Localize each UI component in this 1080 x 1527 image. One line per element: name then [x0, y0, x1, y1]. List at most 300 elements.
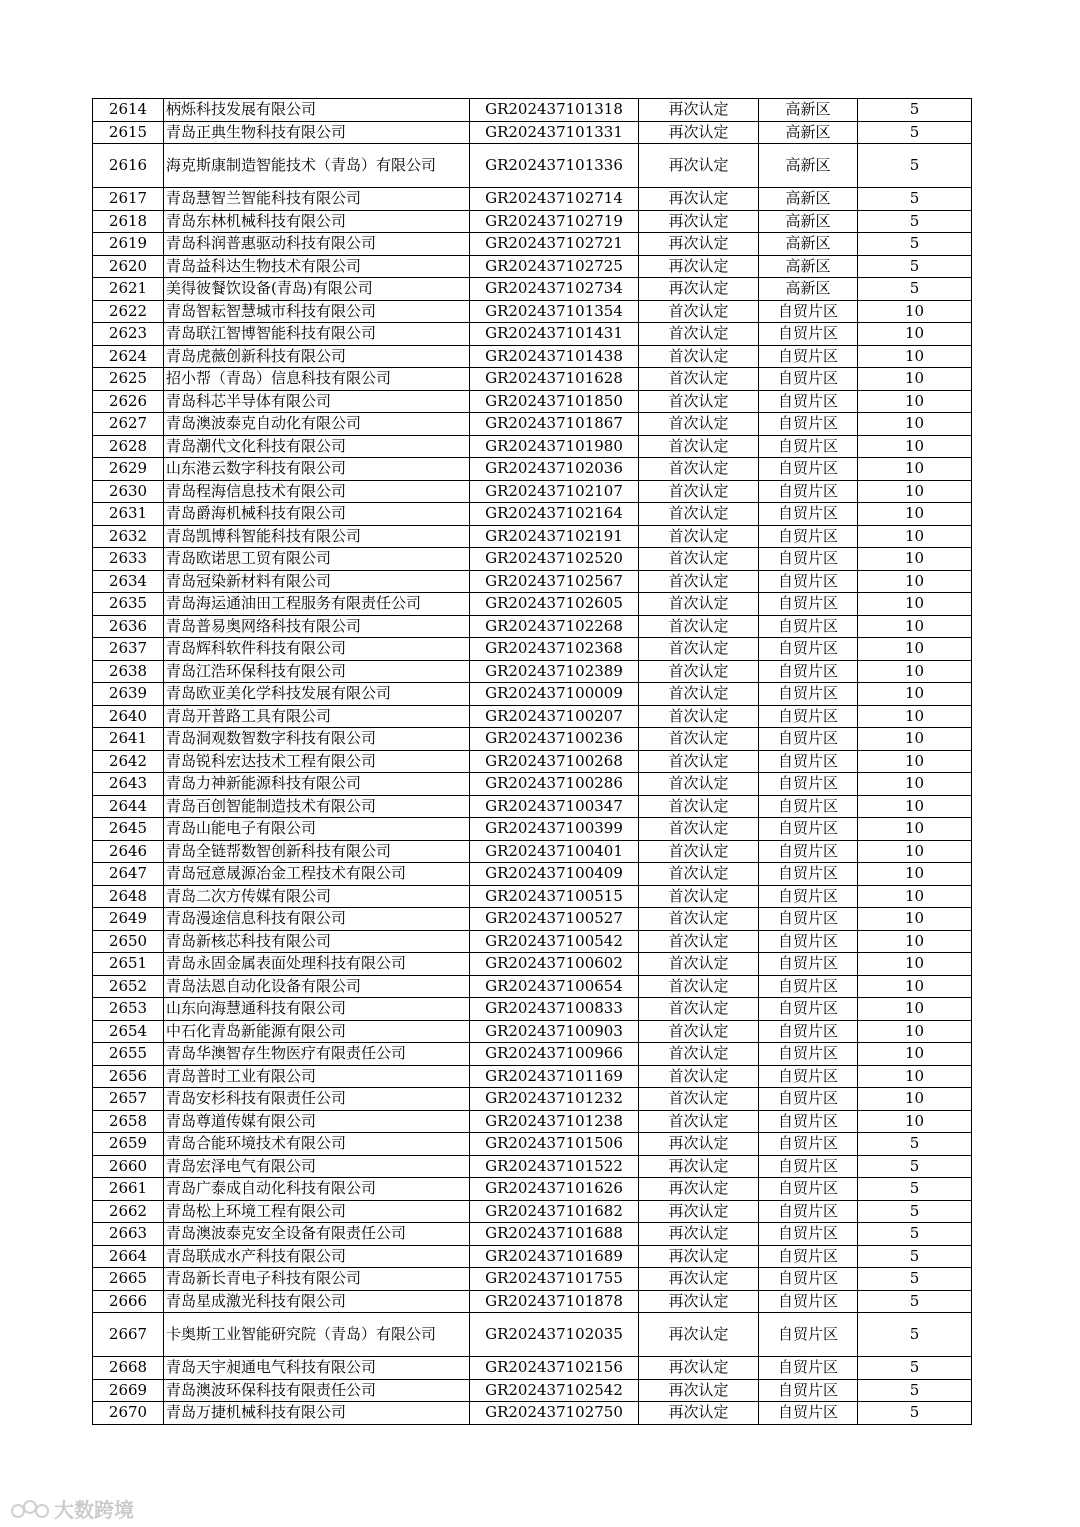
district-cell: 自贸片区 — [759, 525, 858, 548]
table-row — [93, 1178, 972, 1201]
certificate-number-cell: GR202437102036 — [470, 458, 639, 481]
district-cell: 自贸片区 — [759, 1223, 858, 1246]
certification-type-cell: 再次认定 — [639, 121, 759, 144]
company-name-cell: 中石化青岛新能源有限公司 — [164, 1020, 470, 1043]
certification-type-cell: 再次认定 — [639, 210, 759, 233]
row-number-cell: 2659 — [93, 1133, 164, 1156]
table-row — [93, 1200, 972, 1223]
district-cell: 自贸片区 — [759, 503, 858, 526]
district-cell: 自贸片区 — [759, 1133, 858, 1156]
table-row — [93, 1020, 972, 1043]
company-name-cell: 青岛合能环境技术有限公司 — [164, 1133, 470, 1156]
certification-type-cell: 首次认定 — [639, 885, 759, 908]
certificate-number-cell: GR202437101850 — [470, 390, 639, 413]
district-cell: 高新区 — [759, 278, 858, 301]
score-cell: 5 — [858, 1155, 972, 1178]
score-cell: 5 — [858, 1200, 972, 1223]
company-name-cell: 青岛法恩自动化设备有限公司 — [164, 975, 470, 998]
table-row — [93, 570, 972, 593]
certificate-number-cell: GR202437102721 — [470, 233, 639, 256]
table-row — [93, 458, 972, 481]
score-cell: 5 — [858, 255, 972, 278]
row-number-cell: 2667 — [93, 1313, 164, 1357]
company-name-cell: 青岛江浩环保科技有限公司 — [164, 660, 470, 683]
score-cell: 10 — [858, 953, 972, 976]
table-row — [93, 233, 972, 256]
certificate-number-cell: GR202437102107 — [470, 480, 639, 503]
certification-type-cell: 首次认定 — [639, 345, 759, 368]
table-row — [93, 705, 972, 728]
certification-type-cell: 首次认定 — [639, 413, 759, 436]
score-cell: 5 — [858, 1379, 972, 1402]
certificate-number-cell: GR202437102035 — [470, 1313, 639, 1357]
certificate-number-cell: GR202437100542 — [470, 930, 639, 953]
table-row — [93, 210, 972, 233]
certification-type-cell: 首次认定 — [639, 908, 759, 931]
certification-type-cell: 再次认定 — [639, 1379, 759, 1402]
certification-type-cell: 首次认定 — [639, 840, 759, 863]
row-number-cell: 2647 — [93, 863, 164, 886]
score-cell: 10 — [858, 705, 972, 728]
row-number-cell: 2646 — [93, 840, 164, 863]
certificate-number-cell: GR202437101331 — [470, 121, 639, 144]
certification-type-cell: 首次认定 — [639, 930, 759, 953]
district-cell: 自贸片区 — [759, 930, 858, 953]
district-cell: 自贸片区 — [759, 300, 858, 323]
company-name-cell: 青岛欧诺思工贸有限公司 — [164, 548, 470, 571]
row-number-cell: 2665 — [93, 1268, 164, 1291]
row-number-cell: 2628 — [93, 435, 164, 458]
score-cell: 10 — [858, 413, 972, 436]
certification-type-cell: 首次认定 — [639, 863, 759, 886]
score-cell: 10 — [858, 908, 972, 931]
company-name-cell: 青岛澳波泰克自动化有限公司 — [164, 413, 470, 436]
certification-type-cell: 再次认定 — [639, 144, 759, 188]
table-row — [93, 660, 972, 683]
company-name-cell: 青岛智耘智慧城市科技有限公司 — [164, 300, 470, 323]
company-name-cell: 青岛漫途信息科技有限公司 — [164, 908, 470, 931]
row-number-cell: 2621 — [93, 278, 164, 301]
row-number-cell: 2645 — [93, 818, 164, 841]
district-cell: 自贸片区 — [759, 480, 858, 503]
company-name-cell: 青岛联成水产科技有限公司 — [164, 1245, 470, 1268]
score-cell: 10 — [858, 300, 972, 323]
certificate-number-cell: GR202437100409 — [470, 863, 639, 886]
score-cell: 5 — [858, 144, 972, 188]
certification-type-cell: 再次认定 — [639, 1245, 759, 1268]
certificate-number-cell: GR202437100602 — [470, 953, 639, 976]
table-row — [93, 1088, 972, 1111]
score-cell: 5 — [858, 1290, 972, 1313]
table-row — [93, 255, 972, 278]
company-name-cell: 青岛凯博科智能科技有限公司 — [164, 525, 470, 548]
company-name-cell: 青岛益科达生物技术有限公司 — [164, 255, 470, 278]
row-number-cell: 2617 — [93, 188, 164, 211]
company-name-cell: 招小帮（青岛）信息科技有限公司 — [164, 368, 470, 391]
company-name-cell: 青岛爵海机械科技有限公司 — [164, 503, 470, 526]
district-cell: 自贸片区 — [759, 1290, 858, 1313]
row-number-cell: 2642 — [93, 750, 164, 773]
row-number-cell: 2664 — [93, 1245, 164, 1268]
company-name-cell: 青岛虎薇创新科技有限公司 — [164, 345, 470, 368]
row-number-cell: 2640 — [93, 705, 164, 728]
certification-type-cell: 首次认定 — [639, 705, 759, 728]
company-name-cell: 青岛海运通油田工程服务有限责任公司 — [164, 593, 470, 616]
row-number-cell: 2669 — [93, 1379, 164, 1402]
score-cell: 5 — [858, 1402, 972, 1425]
row-number-cell: 2654 — [93, 1020, 164, 1043]
company-name-cell: 青岛科润普惠驱动科技有限公司 — [164, 233, 470, 256]
certificate-number-cell: GR202437101682 — [470, 1200, 639, 1223]
certification-type-cell: 首次认定 — [639, 1043, 759, 1066]
table-row — [93, 975, 972, 998]
row-number-cell: 2668 — [93, 1357, 164, 1380]
certification-type-cell: 首次认定 — [639, 435, 759, 458]
score-cell: 10 — [858, 1043, 972, 1066]
certificate-number-cell: GR202437102734 — [470, 278, 639, 301]
certificate-number-cell: GR202437100207 — [470, 705, 639, 728]
table-row — [93, 121, 972, 144]
certification-type-cell: 首次认定 — [639, 795, 759, 818]
district-cell: 自贸片区 — [759, 1020, 858, 1043]
table-row — [93, 1223, 972, 1246]
score-cell: 5 — [858, 1313, 972, 1357]
row-number-cell: 2632 — [93, 525, 164, 548]
table-row — [93, 1043, 972, 1066]
row-number-cell: 2657 — [93, 1088, 164, 1111]
score-cell: 5 — [858, 278, 972, 301]
company-name-cell: 青岛冠染新材料有限公司 — [164, 570, 470, 593]
score-cell: 10 — [858, 1020, 972, 1043]
table-row — [93, 1313, 972, 1357]
score-cell: 10 — [858, 1088, 972, 1111]
certification-type-cell: 再次认定 — [639, 1268, 759, 1291]
certificate-number-cell: GR202437102191 — [470, 525, 639, 548]
score-cell: 10 — [858, 795, 972, 818]
district-cell: 自贸片区 — [759, 998, 858, 1021]
row-number-cell: 2656 — [93, 1065, 164, 1088]
district-cell: 自贸片区 — [759, 660, 858, 683]
table-row — [93, 278, 972, 301]
table-row — [93, 953, 972, 976]
company-name-cell: 青岛联江智博智能科技有限公司 — [164, 323, 470, 346]
row-number-cell: 2625 — [93, 368, 164, 391]
score-cell: 10 — [858, 930, 972, 953]
table-row — [93, 525, 972, 548]
company-name-cell: 青岛普时工业有限公司 — [164, 1065, 470, 1088]
certificate-number-cell: GR202437102725 — [470, 255, 639, 278]
district-cell: 自贸片区 — [759, 1245, 858, 1268]
row-number-cell: 2614 — [93, 99, 164, 122]
district-cell: 自贸片区 — [759, 885, 858, 908]
row-number-cell: 2634 — [93, 570, 164, 593]
watermark-text: 大数跨境 — [54, 1498, 134, 1522]
certificate-number-cell: GR202437101336 — [470, 144, 639, 188]
district-cell: 自贸片区 — [759, 1200, 858, 1223]
score-cell: 5 — [858, 1268, 972, 1291]
company-name-cell: 青岛东林机械科技有限公司 — [164, 210, 470, 233]
table-row — [93, 435, 972, 458]
certificate-number-cell: GR202437100286 — [470, 773, 639, 796]
company-name-cell: 青岛山能电子有限公司 — [164, 818, 470, 841]
score-cell: 5 — [858, 99, 972, 122]
score-cell: 5 — [858, 1357, 972, 1380]
score-cell: 10 — [858, 773, 972, 796]
table-row — [93, 930, 972, 953]
company-name-cell: 青岛尊道传媒有限公司 — [164, 1110, 470, 1133]
table-row — [93, 548, 972, 571]
certification-type-cell: 首次认定 — [639, 615, 759, 638]
certificate-number-cell: GR202437100009 — [470, 683, 639, 706]
certification-type-cell: 首次认定 — [639, 548, 759, 571]
district-cell: 自贸片区 — [759, 638, 858, 661]
district-cell: 自贸片区 — [759, 1379, 858, 1402]
certification-type-cell: 再次认定 — [639, 1357, 759, 1380]
company-name-cell: 青岛澳波泰克安全设备有限责任公司 — [164, 1223, 470, 1246]
district-cell: 自贸片区 — [759, 975, 858, 998]
district-cell: 自贸片区 — [759, 413, 858, 436]
certificate-number-cell: GR202437101688 — [470, 1223, 639, 1246]
row-number-cell: 2670 — [93, 1402, 164, 1425]
certification-type-cell: 再次认定 — [639, 1178, 759, 1201]
score-cell: 5 — [858, 1133, 972, 1156]
row-number-cell: 2619 — [93, 233, 164, 256]
certificate-number-cell: GR202437102750 — [470, 1402, 639, 1425]
district-cell: 自贸片区 — [759, 683, 858, 706]
certificate-number-cell: GR202437101878 — [470, 1290, 639, 1313]
certificate-number-cell: GR202437100236 — [470, 728, 639, 751]
row-number-cell: 2661 — [93, 1178, 164, 1201]
company-name-cell: 青岛新长青电子科技有限公司 — [164, 1268, 470, 1291]
district-cell: 自贸片区 — [759, 1110, 858, 1133]
table-row — [93, 908, 972, 931]
district-cell: 自贸片区 — [759, 773, 858, 796]
district-cell: 自贸片区 — [759, 953, 858, 976]
watermark — [10, 1494, 134, 1523]
score-cell: 10 — [858, 750, 972, 773]
row-number-cell: 2636 — [93, 615, 164, 638]
district-cell: 自贸片区 — [759, 908, 858, 931]
certification-type-cell: 首次认定 — [639, 638, 759, 661]
table-row — [93, 1065, 972, 1088]
score-cell: 5 — [858, 233, 972, 256]
row-number-cell: 2666 — [93, 1290, 164, 1313]
certificate-number-cell: GR202437102520 — [470, 548, 639, 571]
certificate-number-cell: GR202437101689 — [470, 1245, 639, 1268]
table-row — [93, 1379, 972, 1402]
table-row — [93, 863, 972, 886]
company-name-cell: 青岛新核芯科技有限公司 — [164, 930, 470, 953]
district-cell: 自贸片区 — [759, 323, 858, 346]
table-row — [93, 368, 972, 391]
score-cell: 10 — [858, 593, 972, 616]
score-cell: 10 — [858, 345, 972, 368]
logo-icon — [10, 1497, 50, 1521]
table-row — [93, 1402, 972, 1425]
certificate-number-cell: GR202437100347 — [470, 795, 639, 818]
certification-type-cell: 首次认定 — [639, 390, 759, 413]
table-row — [93, 1290, 972, 1313]
company-name-cell: 山东港云数字科技有限公司 — [164, 458, 470, 481]
certification-type-cell: 首次认定 — [639, 953, 759, 976]
certificate-number-cell: GR202437101354 — [470, 300, 639, 323]
certificate-number-cell: GR202437102164 — [470, 503, 639, 526]
certificate-number-cell: GR202437100966 — [470, 1043, 639, 1066]
company-name-cell: 卡奥斯工业智能研究院（青岛）有限公司 — [164, 1313, 470, 1357]
certificate-number-cell: GR202437102719 — [470, 210, 639, 233]
table-row — [93, 300, 972, 323]
certification-type-cell: 首次认定 — [639, 773, 759, 796]
certificate-number-cell: GR202437101522 — [470, 1155, 639, 1178]
table-row — [93, 1110, 972, 1133]
table-row — [93, 1155, 972, 1178]
certificate-number-cell: GR202437100527 — [470, 908, 639, 931]
district-cell: 高新区 — [759, 188, 858, 211]
row-number-cell: 2620 — [93, 255, 164, 278]
certificate-number-cell: GR202437100833 — [470, 998, 639, 1021]
row-number-cell: 2658 — [93, 1110, 164, 1133]
certificate-number-cell: GR202437101238 — [470, 1110, 639, 1133]
score-cell: 10 — [858, 638, 972, 661]
company-name-cell: 青岛澳波环保科技有限责任公司 — [164, 1379, 470, 1402]
score-cell: 10 — [858, 728, 972, 751]
certification-type-cell: 首次认定 — [639, 1065, 759, 1088]
company-name-cell: 青岛程海信息技术有限公司 — [164, 480, 470, 503]
district-cell: 自贸片区 — [759, 593, 858, 616]
score-cell: 10 — [858, 1065, 972, 1088]
score-cell: 10 — [858, 885, 972, 908]
certificate-number-cell: GR202437102156 — [470, 1357, 639, 1380]
certification-type-cell: 首次认定 — [639, 1110, 759, 1133]
company-name-cell: 青岛冠意晟源冶金工程技术有限公司 — [164, 863, 470, 886]
district-cell: 高新区 — [759, 255, 858, 278]
district-cell: 自贸片区 — [759, 728, 858, 751]
certification-type-cell: 首次认定 — [639, 368, 759, 391]
company-name-cell: 青岛安杉科技有限责任公司 — [164, 1088, 470, 1111]
table-row — [93, 345, 972, 368]
table-row — [93, 728, 972, 751]
row-number-cell: 2653 — [93, 998, 164, 1021]
table-row — [93, 683, 972, 706]
certification-type-cell: 再次认定 — [639, 233, 759, 256]
certificate-number-cell: GR202437101628 — [470, 368, 639, 391]
certificate-number-cell: GR202437102268 — [470, 615, 639, 638]
table-row — [93, 188, 972, 211]
row-number-cell: 2649 — [93, 908, 164, 931]
certification-type-cell: 再次认定 — [639, 1402, 759, 1425]
certification-type-cell: 再次认定 — [639, 1133, 759, 1156]
table-row — [93, 773, 972, 796]
row-number-cell: 2633 — [93, 548, 164, 571]
certificate-number-cell: GR202437102567 — [470, 570, 639, 593]
score-cell: 10 — [858, 480, 972, 503]
row-number-cell: 2626 — [93, 390, 164, 413]
company-name-cell: 青岛科芯半导体有限公司 — [164, 390, 470, 413]
score-cell: 10 — [858, 368, 972, 391]
company-name-cell: 海克斯康制造智能技术（青岛）有限公司 — [164, 144, 470, 188]
district-cell: 自贸片区 — [759, 1088, 858, 1111]
district-cell: 自贸片区 — [759, 750, 858, 773]
certification-type-cell: 再次认定 — [639, 1200, 759, 1223]
company-name-cell: 柄烁科技发展有限公司 — [164, 99, 470, 122]
row-number-cell: 2637 — [93, 638, 164, 661]
certificate-number-cell: GR202437101438 — [470, 345, 639, 368]
table-row — [93, 840, 972, 863]
company-name-cell: 青岛普易奥网络科技有限公司 — [164, 615, 470, 638]
certification-type-cell: 首次认定 — [639, 525, 759, 548]
row-number-cell: 2630 — [93, 480, 164, 503]
certificate-number-cell: GR202437102605 — [470, 593, 639, 616]
table-row — [93, 885, 972, 908]
company-list-table — [92, 98, 972, 1425]
certificate-number-cell: GR202437100654 — [470, 975, 639, 998]
company-name-cell: 青岛辉科软件科技有限公司 — [164, 638, 470, 661]
district-cell: 自贸片区 — [759, 1357, 858, 1380]
district-cell: 自贸片区 — [759, 615, 858, 638]
score-cell: 10 — [858, 1110, 972, 1133]
score-cell: 10 — [858, 435, 972, 458]
table-body — [93, 99, 972, 1425]
score-cell: 10 — [858, 503, 972, 526]
district-cell: 自贸片区 — [759, 345, 858, 368]
certificate-number-cell: GR202437101980 — [470, 435, 639, 458]
district-cell: 高新区 — [759, 233, 858, 256]
table-row — [93, 1268, 972, 1291]
district-cell: 高新区 — [759, 210, 858, 233]
score-cell: 10 — [858, 998, 972, 1021]
certification-type-cell: 再次认定 — [639, 1155, 759, 1178]
company-name-cell: 青岛二次方传媒有限公司 — [164, 885, 470, 908]
district-cell: 自贸片区 — [759, 368, 858, 391]
company-name-cell: 青岛洞观数智数字科技有限公司 — [164, 728, 470, 751]
row-number-cell: 2641 — [93, 728, 164, 751]
row-number-cell: 2643 — [93, 773, 164, 796]
score-cell: 5 — [858, 1178, 972, 1201]
company-name-cell: 山东向海慧通科技有限公司 — [164, 998, 470, 1021]
table-row — [93, 615, 972, 638]
company-name-cell: 美得彼餐饮设备(青岛)有限公司 — [164, 278, 470, 301]
company-name-cell: 青岛华澳智存生物医疗有限责任公司 — [164, 1043, 470, 1066]
table-row — [93, 795, 972, 818]
company-name-cell: 青岛永固金属表面处理科技有限公司 — [164, 953, 470, 976]
table-row — [93, 638, 972, 661]
certification-type-cell: 首次认定 — [639, 458, 759, 481]
certification-type-cell: 首次认定 — [639, 818, 759, 841]
district-cell: 自贸片区 — [759, 818, 858, 841]
table-row — [93, 144, 972, 188]
certification-type-cell: 首次认定 — [639, 660, 759, 683]
district-cell: 自贸片区 — [759, 1043, 858, 1066]
certificate-number-cell: GR202437101755 — [470, 1268, 639, 1291]
district-cell: 自贸片区 — [759, 1313, 858, 1357]
company-name-cell: 青岛百创智能制造技术有限公司 — [164, 795, 470, 818]
score-cell: 10 — [858, 525, 972, 548]
certificate-number-cell: GR202437101626 — [470, 1178, 639, 1201]
table-row — [93, 818, 972, 841]
district-cell: 高新区 — [759, 99, 858, 122]
certification-type-cell: 首次认定 — [639, 975, 759, 998]
row-number-cell: 2618 — [93, 210, 164, 233]
district-cell: 自贸片区 — [759, 863, 858, 886]
certification-type-cell: 首次认定 — [639, 998, 759, 1021]
certification-type-cell: 再次认定 — [639, 255, 759, 278]
row-number-cell: 2663 — [93, 1223, 164, 1246]
score-cell: 5 — [858, 188, 972, 211]
certificate-number-cell: GR202437100515 — [470, 885, 639, 908]
certificate-number-cell: GR202437100399 — [470, 818, 639, 841]
district-cell: 自贸片区 — [759, 1268, 858, 1291]
company-name-cell: 青岛广泰成自动化科技有限公司 — [164, 1178, 470, 1201]
